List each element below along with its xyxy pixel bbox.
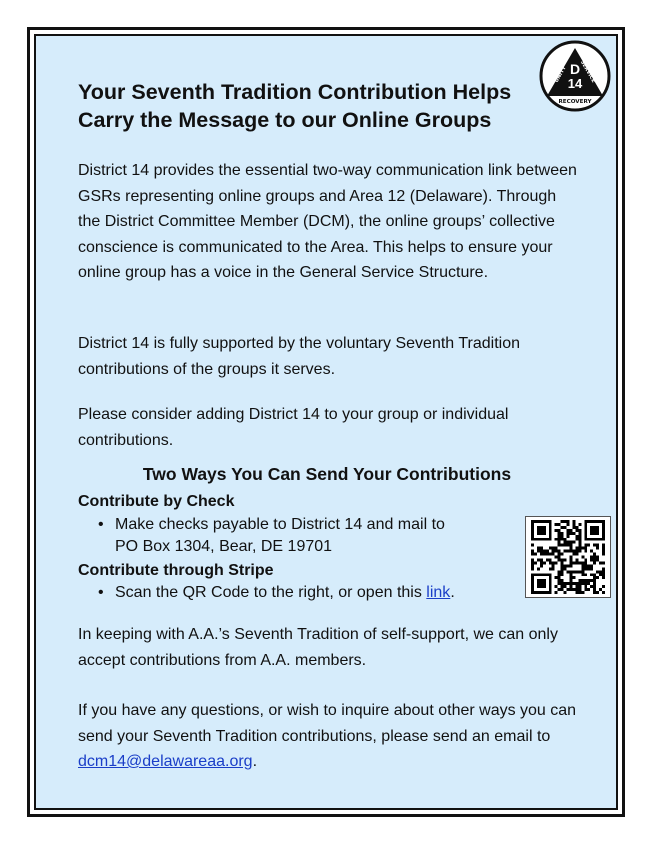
- qr-code-graphic: [531, 520, 605, 594]
- email-link[interactable]: dcm14@delawareaa.org: [78, 753, 253, 770]
- questions-period: .: [252, 753, 258, 770]
- check-line-2: PO Box 1304, Bear, DE 19701: [115, 538, 333, 555]
- paragraph-self-support: In keeping with A.A.’s Seventh Tradition of self-support, we can only accept contributions from A.A. members.: [78, 626, 558, 669]
- title-line-1: Your Seventh Tradition Contribution Helps: [78, 80, 512, 104]
- page-title: [78, 78, 538, 134]
- check-bullet-text: [115, 514, 498, 558]
- check-line-1: Make checks payable to District 14 and mail to: [115, 516, 445, 533]
- bullet-dot: •: [98, 516, 104, 533]
- check-heading: Contribute by Check: [78, 493, 235, 510]
- paragraph-communication: District 14 provides the essential two-way communication link between GSRs representing online groups and Area 12 (Delaware). Through the District Committee Member (DCM), the online groups’ collective conscience is communicated to the Area. This helps to ensure your online group has a voice in the General Service Structure.: [78, 162, 577, 281]
- logo-unity-text: UNITY: [553, 65, 568, 84]
- stripe-link[interactable]: link: [426, 584, 451, 601]
- logo-recovery-text: RECOVERY: [558, 99, 592, 105]
- logo-service-text: SERVICE: [578, 59, 597, 84]
- stripe-bullet-text: [115, 582, 518, 604]
- paragraph-support: District 14 is fully supported by the voluntary Seventh Tradition contributions of the groups it serves.: [78, 335, 520, 378]
- stripe-period: .: [450, 584, 455, 601]
- paragraph-questions: [78, 698, 578, 775]
- paragraph-consider: Please consider adding District 14 to your group or individual contributions.: [78, 406, 509, 449]
- logo-number: 14: [567, 76, 583, 91]
- aa-triangle-logo-icon: [539, 40, 611, 112]
- qr-code-icon: [525, 516, 611, 598]
- check-bullet: [98, 514, 498, 558]
- title-line-2: Carry the Message to our Online Groups: [78, 108, 492, 132]
- stripe-bullet: [98, 582, 518, 604]
- bullet-dot: •: [98, 584, 104, 601]
- stripe-text: Scan the QR Code to the right, or open this: [115, 584, 427, 601]
- logo-letter: D: [569, 61, 581, 77]
- stripe-heading: Contribute through Stripe: [78, 562, 274, 579]
- questions-text: If you have any questions, or wish to inquire about other ways you can send your Seventh Tradition contributions, please send an email to: [78, 702, 577, 745]
- ways-heading: Two Ways You Can Send Your Contributions: [142, 464, 512, 484]
